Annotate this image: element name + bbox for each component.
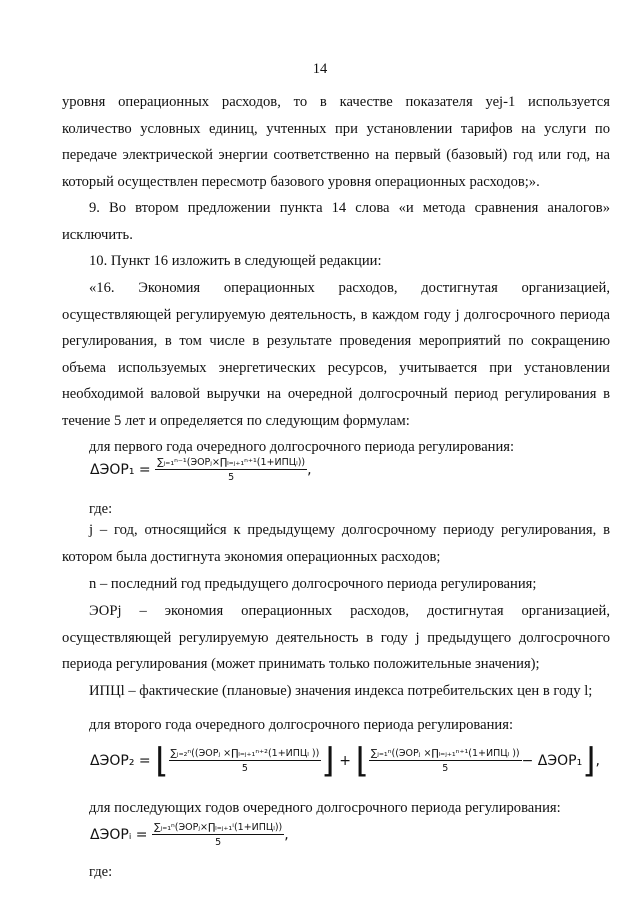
formula-2-fraction-2 (369, 748, 522, 774)
paragraph-item-10: 10. Пункт 16 изложить в следующей редакции: (89, 253, 382, 269)
paragraph-first-year: для первого года очередного долгосрочного периода регулирования: (89, 439, 515, 455)
definition-eor: ЭОРj – экономия операционных расходов, достигнутая организацией, осуществляющей регулируемую деятельность в году j предыдущего долгосрочного периода регулирования (может принимать только положительные значения); (62, 603, 610, 673)
paragraph-continuation: уровня операционных расходов, то в качестве показателя уеj-1 используется количество условных единиц, учтенных при установлении тарифов на услуги по передаче электрической энергии соответственно на первый (базовый) год или год, на который осуществлен пересмотр базового уровня операционных расходов;». (62, 94, 610, 190)
formula-2-comma: , (595, 753, 600, 769)
formula-1-denominator: 5 (228, 472, 235, 483)
formula-2-bracket-right-2: ⌋ (582, 741, 596, 781)
formula-2-denominator-2: 5 (442, 763, 449, 774)
formula-3-fraction (152, 822, 284, 848)
formula-2-minus-term: − ΔЭОР₁ (521, 753, 583, 769)
page-number: 14 (312, 61, 328, 77)
formula-2-fraction-1 (169, 748, 322, 774)
where-label-1: где: (89, 501, 113, 517)
definition-ipc: ИПЦl – фактические (плановые) значения индекса потребительских цен в году l; (89, 683, 593, 699)
where-label-2: где: (89, 864, 113, 880)
formula-2-lhs: ΔЭОР₂ = (90, 753, 151, 769)
definition-j: j – год, относящийся к предыдущему долгосрочному периоду регулирования, в котором была достигнута экономия операционных расходов; (62, 522, 610, 565)
paragraph-item-9: 9. Во втором предложении пункта 14 слова «и метода сравнения аналогов» исключить. (62, 200, 610, 243)
formula-2-numerator-2: ∑ⱼ₌₁ⁿ((ЭОРⱼ ×∏ₗ₌ⱼ₊₁ⁿ⁺¹(1+ИПЦₗ )) (370, 748, 520, 759)
definition-n: n – последний год предыдущего долгосрочного периода регулирования; (89, 576, 537, 592)
formula-1 (90, 457, 312, 483)
formula-2-numerator-1: ∑ⱼ₌₂ⁿ((ЭОРⱼ ×∏ₗ₌ⱼ₊₁ⁿ⁺²(1+ИПЦₗ )) (170, 748, 320, 759)
formula-1-numerator: ∑ⱼ₌₁ⁿ⁻¹(ЭОРⱼ×∏ₗ₌ⱼ₊₁ⁿ⁺¹(1+ИПЦₗ)) (157, 457, 306, 468)
formula-3 (90, 822, 289, 848)
formula-2-bracket-left-2: ⌊ (355, 741, 369, 781)
paragraph-second-year: для второго года очередного долгосрочного периода регулирования: (89, 717, 513, 733)
formula-2-bracket-right-1: ⌋ (321, 741, 335, 781)
formula-2-denominator-1: 5 (241, 763, 248, 774)
formula-3-comma: , (284, 827, 289, 843)
formula-1-comma: , (307, 462, 312, 478)
paragraph-item-16: «16. Экономия операционных расходов, достигнутая организацией, осуществляющей регулируемую деятельность, в каждом году j долгосрочного периода регулирования, в том числе в результате проведения мероприятий по сокращению объема используемых энергетических ресурсов, учитывается при установлении необходимой валовой выручки на очередной долгосрочный период регулирования в течение 5 лет и определяется по следующим формулам: (62, 280, 610, 429)
formula-1-lhs: ΔЭОР₁ = (90, 462, 151, 478)
formula-2-plus: + (339, 753, 351, 769)
formula-1-fraction (155, 457, 307, 483)
formula-2 (90, 741, 600, 781)
formula-2-bracket-left-1: ⌊ (155, 741, 169, 781)
formula-3-numerator: ∑ⱼ₌₁ⁿ(ЭОРⱼ×∏ₗ₌ⱼ₊₁ⁱ(1+ИПЦₗ)) (154, 822, 283, 833)
paragraph-following-years: для последующих годов очередного долгосрочного периода регулирования: (89, 800, 561, 816)
formula-3-denominator: 5 (215, 837, 222, 848)
formula-3-lhs: ΔЭОРᵢ = (90, 827, 148, 843)
